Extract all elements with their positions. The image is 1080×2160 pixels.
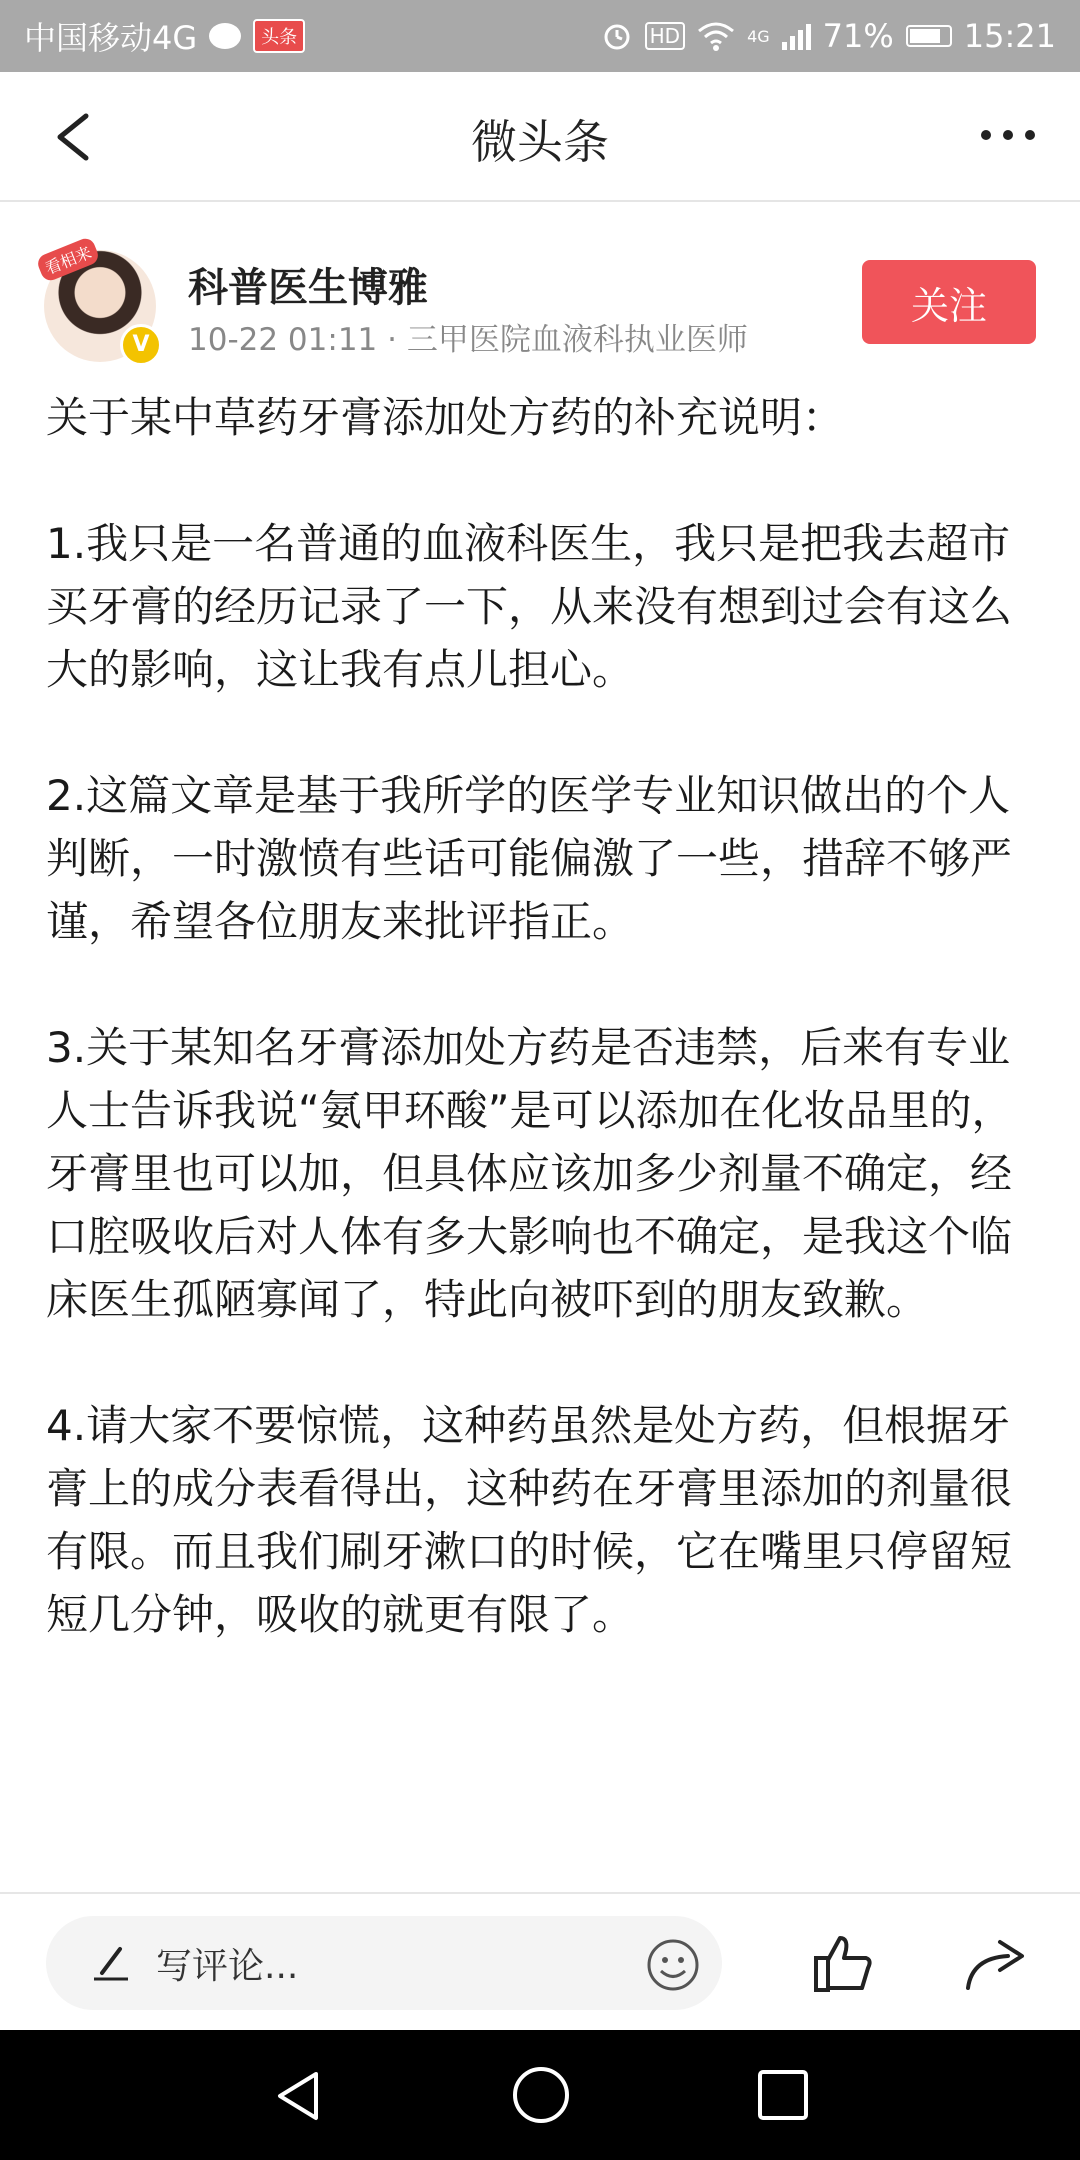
article-paragraph: 2.这篇文章是基于我所学的医学专业知识做出的个人判断，一时激愤有些话可能偏激了一些，措辞不够严谨，希望各位朋友来批评指正。 (46, 771, 1013, 946)
article-paragraph: 关于某中草药牙膏添加处方药的补充说明： (46, 393, 845, 442)
author-meta: 10-22 01:11 · 三甲医院血液科执业医师 (188, 322, 748, 358)
app-badge: 头条 (253, 19, 305, 53)
author-row (0, 210, 1080, 380)
nav-back-icon[interactable] (270, 2066, 330, 2126)
article-paragraph: 3.关于某知名牙膏添加处方药是否违禁，后来有专业人士告诉我说“氨甲环酸”是可以添加在化妆品里的，牙膏里也可以加，但具体应该加多少剂量不确定，经口腔吸收后对人体有多大影响也不确定，是我这个临床医生孤陋寡闻了，特此向被吓到的朋友致歉。 (46, 1023, 1014, 1324)
battery-percent: 71% (822, 17, 894, 55)
article-paragraph: 1.我只是一名普通的血液科医生，我只是把我去超市买牙膏的经历记录了一下，从来没有想到过会有这么大的影响，这让我有点儿担心。 (46, 519, 1013, 694)
article-paragraph: 4.请大家不要惊慌，这种药虽然是处方药，但根据牙膏上的成分表看得出，这种药在牙膏里添加的剂量很有限。而且我们刷牙漱口的时候，它在嘴里只停留短短几分钟，吸收的就更有限了。 (46, 1401, 1013, 1639)
article-body (46, 386, 1036, 1709)
verified-badge-icon: V (120, 324, 162, 366)
network-type: 4G (747, 26, 770, 46)
signal-icon (782, 22, 811, 50)
status-right (601, 17, 1056, 55)
author-name[interactable]: 科普医生博雅 (188, 265, 428, 311)
wifi-icon (697, 21, 735, 51)
nav-recent-apps-icon[interactable] (756, 2068, 810, 2122)
comment-bar (0, 1892, 1080, 2030)
thumbs-up-icon[interactable] (812, 1932, 874, 1994)
more-dots-icon[interactable] (978, 120, 1038, 150)
avatar-tag: 看相来 (35, 236, 101, 284)
clock: 15:21 (963, 17, 1056, 55)
comment-input[interactable] (46, 1916, 722, 2010)
smiley-icon[interactable] (646, 1938, 700, 1992)
status-left (24, 13, 305, 59)
page-title: 微头条 (471, 115, 609, 169)
share-arrow-icon[interactable] (964, 1936, 1028, 1992)
nav-bar (0, 2030, 1080, 2160)
carrier-label: 中国移动4G (24, 19, 198, 57)
chat-bubble-icon (209, 23, 241, 49)
avatar[interactable] (42, 242, 156, 362)
status-bar (0, 0, 1080, 72)
nav-home-icon[interactable] (510, 2064, 572, 2126)
pen-icon (90, 1943, 130, 1983)
hd-badge: HD (645, 22, 685, 50)
follow-button[interactable]: 关注 (862, 260, 1036, 344)
alarm-icon (601, 20, 633, 52)
comment-placeholder: 写评论... (156, 1945, 299, 1987)
battery-icon (906, 25, 952, 47)
title-bar (0, 72, 1080, 202)
